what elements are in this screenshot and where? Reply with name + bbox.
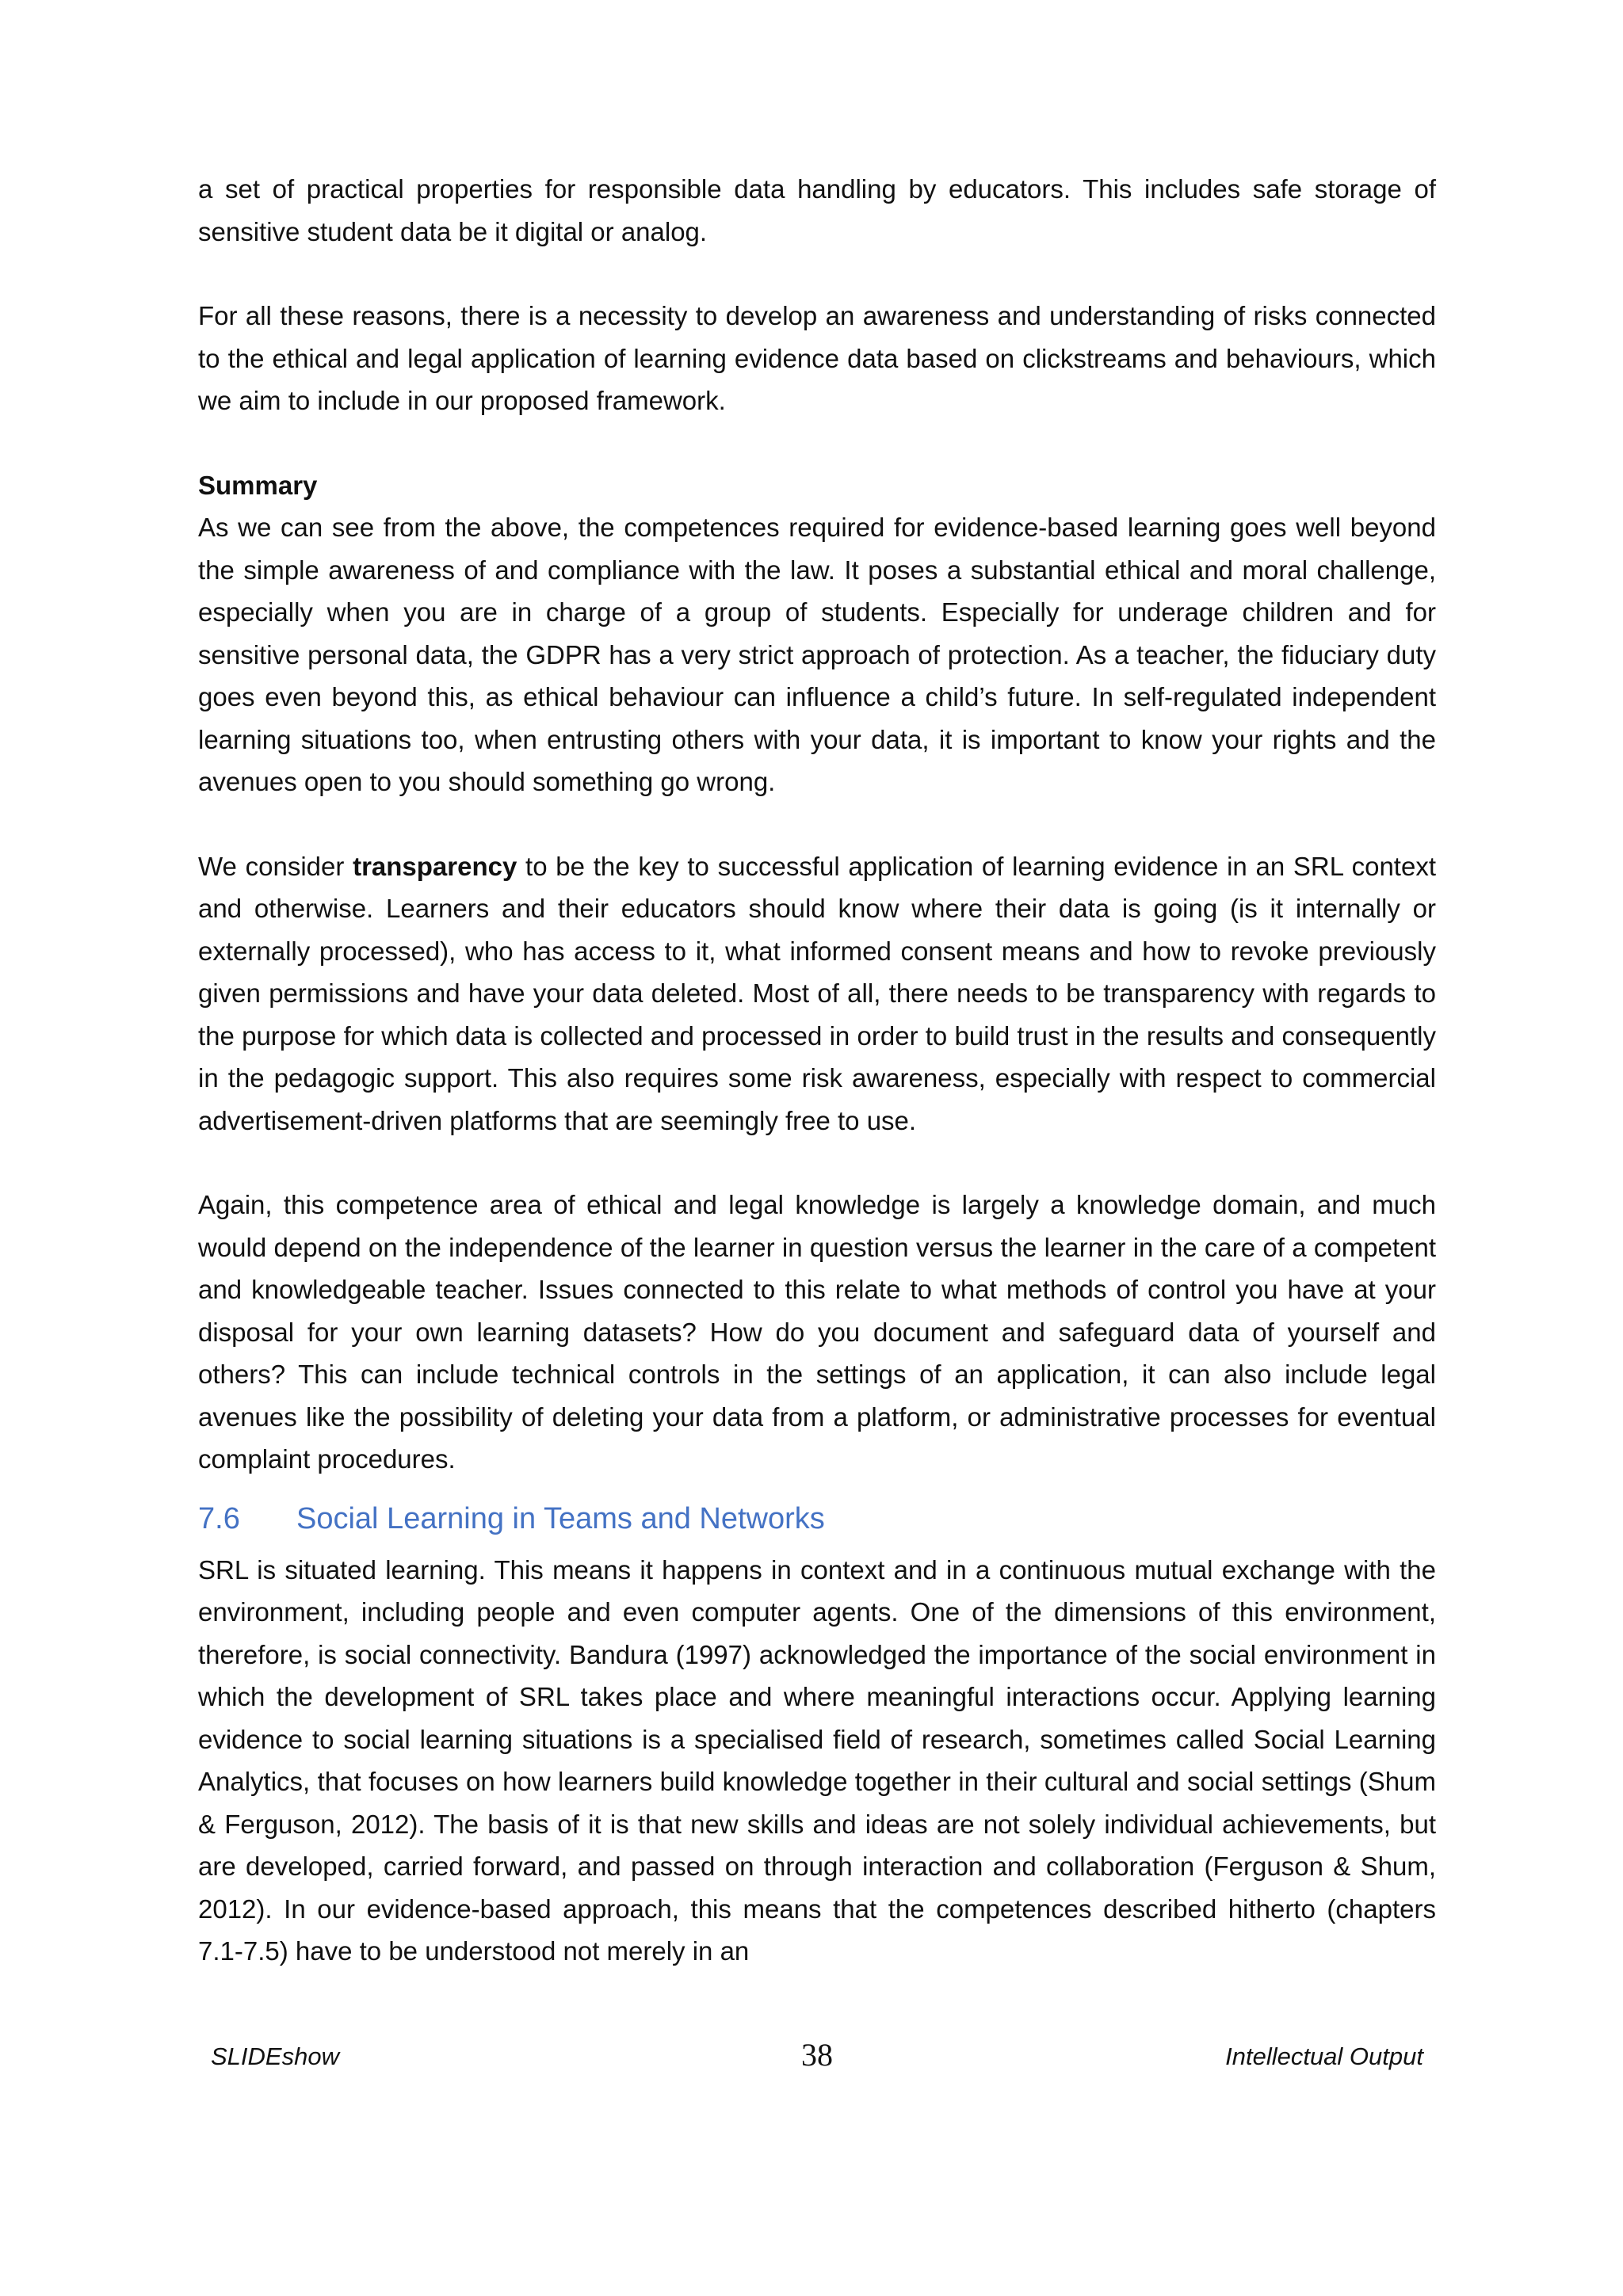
footer-document-type: Intellectual Output: [1225, 2042, 1423, 2070]
page-number: 38: [801, 2037, 833, 2073]
paragraph-social-learning: SRL is situated learning. This means it happens in context and in a continuous mutual exchange with the environment, including people and even computer agents. One of the dimensions of this environment, therefore, is social connectivity. Bandura (1997) acknowledged the importance of the social environment in which the development of SRL takes place and where meaningful interactions occur. Applying learning evidence to social learning situations is a specialised field of research, sometimes called Social Learning Analytics, that focuses on how learners build knowledge together in their cultural and social settings (Shum & Ferguson, 2012). The basis of it is that new skills and ideas are not solely individual achievements, but are developed, carried forward, and passed on through interaction and collaboration (Ferguson & Shum, 2012). In our evidence-based approach, this means that the competences described hitherto (chapters 7.1-7.5) have to be understood not merely in an: [198, 1554, 1436, 1966]
paragraph-summary: As we can see from the above, the competences required for evidence-based learning goes well beyond the simple awareness of and compliance with the law. It poses a substantial ethical and moral challenge, especially when you are in charge of a group of students. Especially for underage children and for sensitive personal data, the GDPR has a very strict approach of protection. As a teacher, the fiduciary duty goes even beyond this, as ethical behaviour can influence a child’s future. In self-regulated independent learning situations too, when entrusting others with your data, it is important to know your rights and the avenues open to you should something go wrong.: [198, 513, 1436, 796]
section-number: 7.6: [198, 1501, 240, 1535]
document-page: [198, 168, 1436, 1973]
section-heading: [198, 1497, 1436, 1541]
paragraph-knowledge-domain: Again, this competence area of ethical and legal knowledge is largely a knowledge domain, and much would depend on the independence of the learner in question versus the learner in the care of a competent and knowledgeable teacher. Issues connected to this relate to what methods of control you have at your disposal for your own learning datasets? How do you document and safeguard data of yourself and others? This can include technical controls in the settings of an application, it can also include legal avenues like the possibility of deleting your data from a platform, or administrative processes for eventual complaint procedures.: [198, 1190, 1436, 1474]
footer-project-name: SLIDEshow: [211, 2042, 339, 2070]
transparency-intro-text: We consider: [198, 851, 353, 881]
transparency-keyword: transparency: [353, 851, 517, 881]
paragraph-transparency: [198, 845, 1436, 1142]
paragraph-data-handling: a set of practical properties for responsible data handling by educators. This includes safe storage of sensitive student data be it digital or analog.: [198, 174, 1436, 246]
page-footer: [211, 2036, 1423, 2084]
transparency-body-text: to be the key to successful application of learning evidence in an SRL context and otherwise. Learners and their educators should know where their data is going (is it internally or externally processed), who has access to it, what informed consent means and how to revoke previously given permissions and have your data deleted. Most of all, there needs to be transparency with regards to the purpose for which data is collected and processed in order to build trust in the results and consequently in the pedagogic support. This also requires some risk awareness, especially with respect to commercial advertisement-driven platforms that are seemingly free to use.: [198, 851, 1436, 1135]
section-title: Social Learning in Teams and Networks: [296, 1501, 825, 1535]
paragraph-risk-awareness: For all these reasons, there is a necessity to develop an awareness and understanding of risks connected to the ethical and legal application of learning evidence data based on clickstreams and behaviours, which we aim to include in our proposed framework.: [198, 301, 1436, 415]
summary-heading: Summary: [198, 470, 318, 500]
